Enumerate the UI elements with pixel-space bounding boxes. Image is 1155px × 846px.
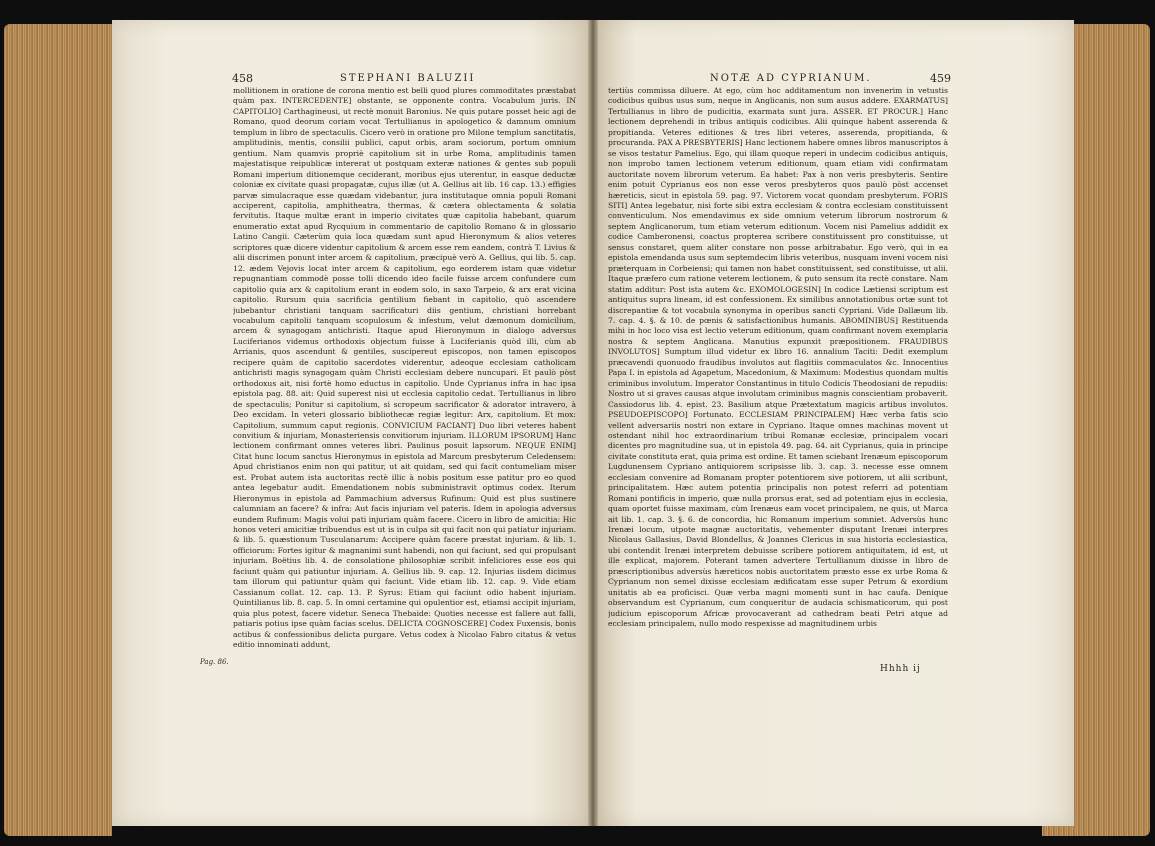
left-body-text: mollitionem in oratione de corona mentio est belli quod plures commoditates præstabat quàm pax. INTERCEDENTE] obstante, se opponente contra. Vocabulum juris. IN CAPITOLIO] Carthagineusi, ut rectè monuit Baronius. Ne quis putare posset heic agi de Romano, quod deorum coriam vocat Tertullianus in apologetico & damnum omnium templum in libro de spectaculis. Cicero verò in oratione pro Milone templum sanctitatis, amplitudinis, mentis, consilii publici, caput orbis, aram sociorum, portum omnium gentium. Nam quamvis propriè capitolium sit in urbe Roma, amplitudinis tamen majestatisque reipublicæ intererat ut postquam exteræ nationes & gentes sub populi Romani imperium ditionemque ceciderant, moribus ejus uterentur, in easque deductæ coloniæ ex civitate quasi propagatæ, cujus illæ (ut A. Gellius ait lib. 16 cap. 13.) effigies parvæ simulacraque esse quædam videbantur, jura institutaque omnia populi Romani acciperent, capitolia, amphitheatra, thermas, & cætera oblectamenta & solatia fervitutis. Itaque multæ erant in imperio civitates quæ capitolia habebant, quarum enumeratio extat apud Rycquium in commentario de capitolio Romano & in glossario Latino Cangii. Cæterùm quia loca quædam sunt apud Hieronymum & alios veteres scriptores quæ dicere videntur capitolium & arcem esse rem eandem, contrà T. Livius & alii discrimen ponunt inter arcem & capitolium, præcipuè verò A. Gellius, qui lib. 5. cap. 12. ædem Vejovis locat inter arcem & capitolium, ego eorderem istam quæ videtur repugnantiam commodè posse tolli dicendo ideo facile fuisse arcem confundere cum capitolio quia arx & capitolium erant in eodem solo, in saxo Tarpeio, & arx erat vicina capitolio. Rursum quia sacrificia gentilium fiebant in capitolio, quò ascendere jubebantur christiani tanquam sacrificaturi diis gentium, christiani horrebant vocabulum capitolii tanquam scopulosum & infestum, velut dæmonum domicilium, arcem & synagogam antichristi. Itaque apud Hieronymum in dialogo adversus Luciferianos videmus orthodoxis objectum fuisse à Luciferianis quòd illi, cùm ab Arrianis, quos ascendunt & gentiles, suscipereut episcopos, non tamen episcopos recipere quàm de capitolio sacerdotes viderentur, adeoque ecclesiam catholicam antichristi magis synagogam quàm Christi ecclesiam debere nuncupari. Et paulò pòst orthodoxus ait, nisi fortè homo eductus in capitolio. Unde Cyprianus infra in hac ipsa epistola pag. 88. ait: Quid superest nisi ut ecclesia capitolio cedat. Tertullianus in libro de spectaculis; Ponitur si capitolium, si scropeum sacrificator & adorator intravero, à Deo excidam. In veteri glossario bibliothecæ regiæ legitur: Arx, capitolium. Et mox: Capitolium, summum caput regionis. CONVICIUM FACIANT] Duo libri veteres habent convitium & injuriam, Monasteriensis convitiorum injuriam. ILLORUM IPSORUM] Hanc lectionem confirmant omnes veteres libri. Paulinus posuit lapsorum. NEQUE ENIM] Citat hunc locum sanctus Hieronymus in epistola ad Marcum presbyterum Celedensem: Apud christianos enim non qui patitur, ut ait quidam, sed qui facit contumeliam miser est. Probat autem ista auctoritas rectè illic à nobis positum esse patitur pro eo quod antea legebatur audit. Emendationem nobis subministravit optimus codex. Iterum Hieronymus in epistola ad Pammachium adversus Rufinum: Quid est plus sustinere calumniam an facere? & infra: Aut facis injuriam vel pateris. Idem in apologia adversus eundem Rufinum: Magis volui pati injuriam quàm facere. Cicero in libro de amicitia: Hic honos veteri amicitiæ tribuendus est ut is in culpa sit qui facit non qui patiatur injuriam. & lib. 5. quæstionum Tusculanarum: Accipere quàm facere præstat injuriam. & lib. 1. officiorum: Fortes igitur & magnanimi sunt habendi, non qui faciunt, sed qui propulsant injuriam. Boëtius lib. 4. de consolatione philosophiæ scribit infeliciores esse eos qui faciunt quàm qui patiuntur injuriam. A. Gellius lib. 9. cap. 12. Injurias iisdem dicimus tam illorum qui patiuntur quàm qui faciunt. Vide etiam lib. 12. cap. 9. Vide etiam Cassianum collat. 12. cap. 13. P. Syrus: Etiam qui faciunt odio habent injuriam. Quintilianus lib. 8. cap. 5. In omni certamine qui opulentior est, etiamsi accipit injuriam, quia plus potest, facere videtur. Seneca Thebaide: Quoties necesse est fallere aut falli, patiaris potius ipse quàm facias scelus. DELICTA COGNOSCERE] Codex Fuxensis, bonis actibus & confessionibus delicta purgare. Vetus codex à Nicolao Fabro citatus & vetus editio innominati addunt, <box>233 86 576 650</box>
left-running-head: STEPHANI BALUZII <box>340 73 476 84</box>
signature-mark: Hhhh ij <box>880 664 921 674</box>
margin-note: Pag. 86. <box>200 658 229 666</box>
left-page-number: 458 <box>232 72 253 85</box>
right-page-number: 459 <box>930 72 951 85</box>
right-body-text: tertiùs commissa diluere. At ego, cùm hoc additamentum non invenerim in vetustis codicibus quibus usus sum, neque in Anglicanis, non sum ausus addere. EXARMATUS] Tertullianus in libro de pudicitia, exarmata sunt jura. ASSER. ET PROCUR.] Hanc lectionem deprehendi in tribus antiquis codicibus. Alii quinque habent asserenda & propitianda. Veteres editiones & tres libri veteres, asserenda, propitianda, & procuranda. PAX A PRESBYTERIS] Hanc lectionem habere omnes libros manuscriptos à se visos testatur Pamelius. Ego, qui illam quoque reperi in undecim codicibus antiquis, non improbo tamen lectionem veterum editionum, quam etiam vidi confirmatam auctoritate novem librorum veterum. Ea habet: Pax à non veris presbyteris. Sentire enim potuit Cyprianus eos non esse veros presbyteros quos paulò pòst accenset hæreticis, sicut in epistola 59. pag. 97. Victorem vocat quondam presbyterum. FORIS SITI] Antea legebatur, nisi forte sibi extra ecclesiam & contra ecclesiam constituissent conventiculum. Nos emendavimus ex side omnium veterum librorum nostrorum & septem Anglicanorum, tum etiam veterum editionum. Vocem nisi Pamelius addidit ex codice Camberonensi, coactus propterea scribere constituissent pro constituisse, ut sensus constaret, quem aliter constare non posse arbitrabatur. Ego verò, qui in ea epistola emendanda usus sum septemdecim libris veteribus, nusquam inveni vocem nisi præterquam in Corbeiensi; qui tamen non habet constituissent, sed constituisse, ut alii. Itaque præfero cum ratione veterem lectionem, & puto sensum ita rectè constare. Nam statim additur: Post ista autem &c. EXOMOLOGESIN] In codice Lætiensi scriptum est antiquitus supra lineam, id est confessionem. Ex similibus annotationibus ortæ sunt tot discrepantiæ & tot vocabula synonyma in operibus sancti Cypriani. Vide Dallæum lib. 7. cap. 4. §. & 10. de pœnis & satisfactionibus humanis. ABOMINIBUS] Restituenda mihi in hoc loco visa est lectio veterum editionum, quam confirmant novem exemplaria nostra & septem Anglicana. Manutius expunxit præpositionem. FRAUDIBUS INVOLUTOS] Sumptum illud videtur ex libro 16. annalium Taciti: Dedit exemplum præcavendi quonuodo fraudibus involutos aut flagitiis commaculatos &c. Innocentius Papa I. in epistola ad Agapetum, Macedonium, & Maximum: Modestius quondam multis criminibus involutum. Imperator Constantinus in titulo Codicis Theodosiani de repudiis: Nostro ut si graves causas atque involutam criminibus magnis conscientiam probaverit. Cassiodorus lib. 4. epist. 23. Basilium atque Prætextatum magicis artibus involutos. PSEUDOEPISCOPO] Fortunato. ECCLESIAM PRINCIPALEM] Hæc verba fatis scio vellent adversariis nostri non extare in Cypriano. Itaque omnes machinas movent ut ostendant nihil hoc extraordinarium tribui Romanæ ecclesiæ, principalem vocari dicentes pro magnitudine sua, ut in epistola 49. pag. 64. ait Cyprianus, quia in principe civitate constituta erat, quia prima est ordine. Et tamen sciebant Irenæum episcoporum Lugdunensem Cypriano antiquiorem scripsisse lib. 3. cap. 3. necesse esse omnem ecclesiam convenire ad Romanam propter potentiorem sive potiorem, ut alii scribunt, principalitatem. Hæc autem potentia principalis non potest referri ad potentiam Romani pontificis in imperio, quæ nulla prorsus erat, sed ad potentiam ejus in ecclesia, quam oportet fuisse maximam, cùm Irenæus eam vocet principalem, ne quis, ut Marca ait lib. 1. cap. 3. §. 6. de concordia, hic Romanum imperium somniet. Adversùs hunc Irenæi locum, utpote magnæ auctoritatis, vehementer disputant Irenæi interpres Nicolaus Gallasius, David Blondellus, & Joannes Clericus in sua historia ecclesiastica, ubi contendit Irenæi interpretem debuisse scribere potiorem antiquitatem, id est, ut ille explicat, majorem. Poterant tamen advertere Tertullianum dixisse in libro de præscriptionibus adversùs hæreticos nobis auctoritatem præsto esse ex urbe Roma & Cyprianum non semel dixisse ecclesiam ædificatam esse super Petrum & exordium unitatis ab ea proficisci. Quæ verba magni momenti sunt in hac caufa. Denique observandum est Cyprianum, cum conqueritur de audacia schismaticorum, qui post judicium episcoporum Africæ provocaverant ad cathedram beati Petri atque ad ecclesiam principalem, nullo modo respexisse ad magnitudinem urbis <box>608 86 948 629</box>
book-gutter <box>588 20 598 826</box>
left-page-text <box>233 86 576 806</box>
left-page-edges <box>4 24 112 836</box>
right-running-head: NOTÆ AD CYPRIANUM. <box>710 73 872 84</box>
right-page-text <box>608 86 948 660</box>
